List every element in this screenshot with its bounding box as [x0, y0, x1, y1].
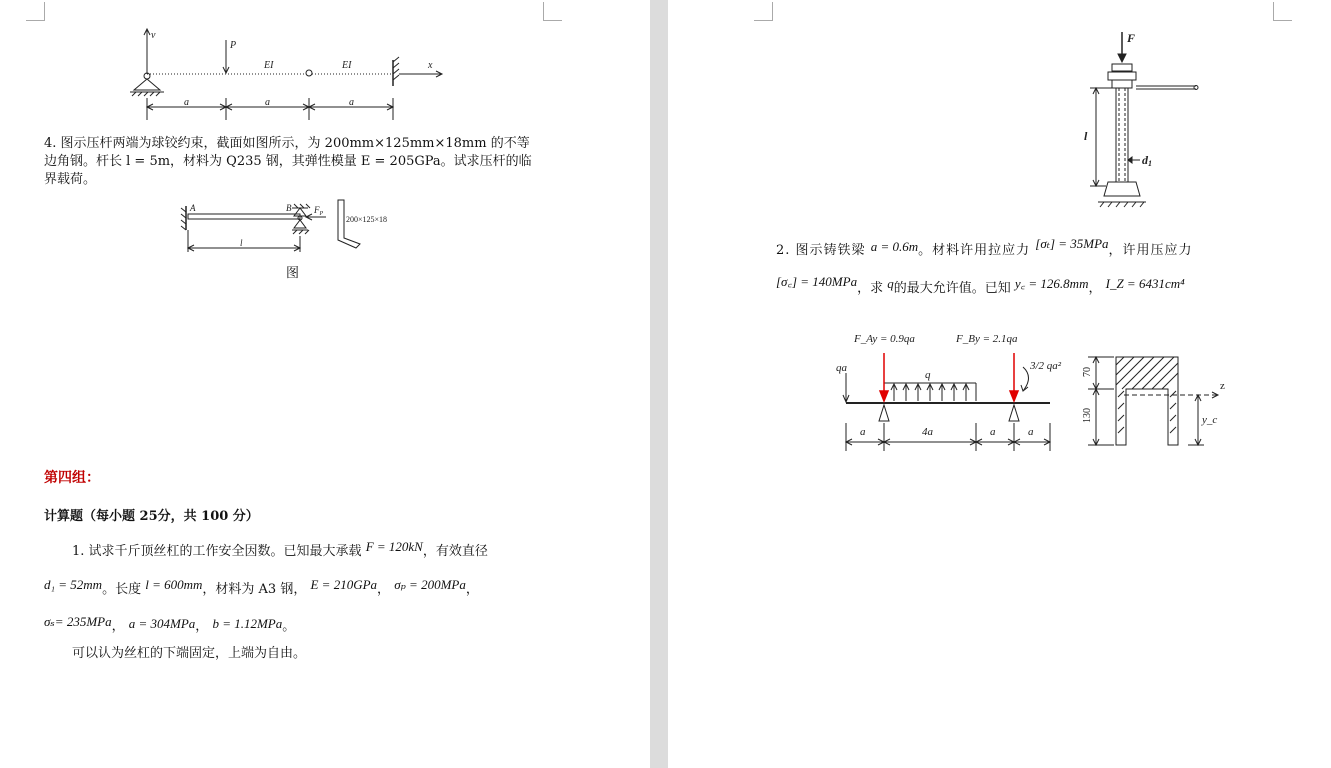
- dim-a-label: a: [349, 97, 354, 108]
- dim-a-label: a: [265, 97, 270, 108]
- dim-4a-label: 4a: [922, 426, 933, 438]
- calc-section-heading: 计算题（每小题 25分，共 100 分）: [44, 509, 259, 524]
- crop-mark: [543, 2, 562, 21]
- section-size-label: 200×125×18: [346, 215, 388, 224]
- q1-line1: 1. 试求千斤顶丝杠的工作安全因数。已知最大承载 F = 120kN，有效直径: [72, 539, 488, 559]
- dim-a-label: a: [184, 97, 189, 108]
- v-label: v: [151, 30, 156, 41]
- screw-jack-figure: [1078, 30, 1218, 215]
- problem4-line2: 边角钢。杆长 l = 5m，材料为 Q235 钢，其弹性模量 E = 205GPa。试求压杆的临: [44, 154, 532, 169]
- problem4-line3: 界载荷。: [44, 172, 97, 187]
- fay-label: F_Ay = 0.9qa: [854, 333, 915, 345]
- end-a-label: A: [190, 203, 196, 213]
- dim-a-label: a: [860, 426, 866, 438]
- q1-line3: σₛ= 235MPa， a = 304MPa， b = 1.12MPa。: [44, 614, 296, 634]
- p-label: P: [230, 40, 237, 51]
- crop-mark: [26, 2, 45, 21]
- x-label: x: [428, 60, 433, 71]
- page-gutter: [650, 0, 668, 768]
- end-b-label: B: [286, 203, 292, 213]
- dim-a-label: a: [990, 426, 996, 438]
- diameter-d1-label: d1: [1142, 153, 1152, 168]
- q-load-label: q: [925, 369, 931, 381]
- yc-label: y_c: [1202, 414, 1218, 426]
- document-page-right: [668, 0, 1331, 768]
- crop-mark: [754, 2, 773, 21]
- cast-iron-beam-figure: [828, 325, 1228, 455]
- figure-caption: 图: [286, 266, 300, 281]
- q2-line1: 2. 图示铸铁梁 a = 0.6m。材料许用拉应力 [σₜ] = 35MPa，许用压应力: [776, 236, 1193, 258]
- reaction-arrows: [880, 353, 1018, 401]
- length-l-label: l: [240, 238, 243, 248]
- ei-label: EI: [342, 60, 352, 71]
- dim-a-label: a: [1028, 426, 1034, 438]
- ei-label: EI: [264, 60, 274, 71]
- dim-130-label: 130: [1082, 408, 1093, 423]
- force-fp-label: $F_P$: [314, 205, 324, 217]
- pinned-column-figure: [180, 196, 420, 262]
- force-f-label: F: [1127, 31, 1136, 45]
- q1-line2: d₁ = 52mm。长度 l = 600mm，材料为 A3 钢， E = 210GPa， σₚ = 200MPa，: [44, 577, 479, 597]
- length-l-label: l: [1084, 129, 1088, 143]
- group-heading: 第四组：: [44, 470, 100, 486]
- dim-70-label: 70: [1082, 367, 1093, 377]
- q2-line2: [σ꜀] = 140MPa，求 q的最大允许值。已知 y꜀ = 126.8mm， I_Z = 6431cm⁴: [776, 274, 1185, 296]
- problem4-line1: 4. 图示压杆两端为球铰约束，截面如图所示，为 200mm×125mm×18mm 的不等: [44, 136, 530, 151]
- q1-line4: 可以认为丝杠的下端固定，上端为自由。: [72, 646, 307, 661]
- z-axis-label: z: [1220, 380, 1225, 392]
- qa-load-label: qa: [836, 362, 847, 374]
- document-page-left: [0, 0, 650, 768]
- fby-label: F_By = 2.1qa: [956, 333, 1018, 345]
- moment-label: 3/2 qa²: [1030, 360, 1062, 372]
- crop-mark: [1273, 2, 1292, 21]
- beam-hinge-figure: [120, 22, 460, 132]
